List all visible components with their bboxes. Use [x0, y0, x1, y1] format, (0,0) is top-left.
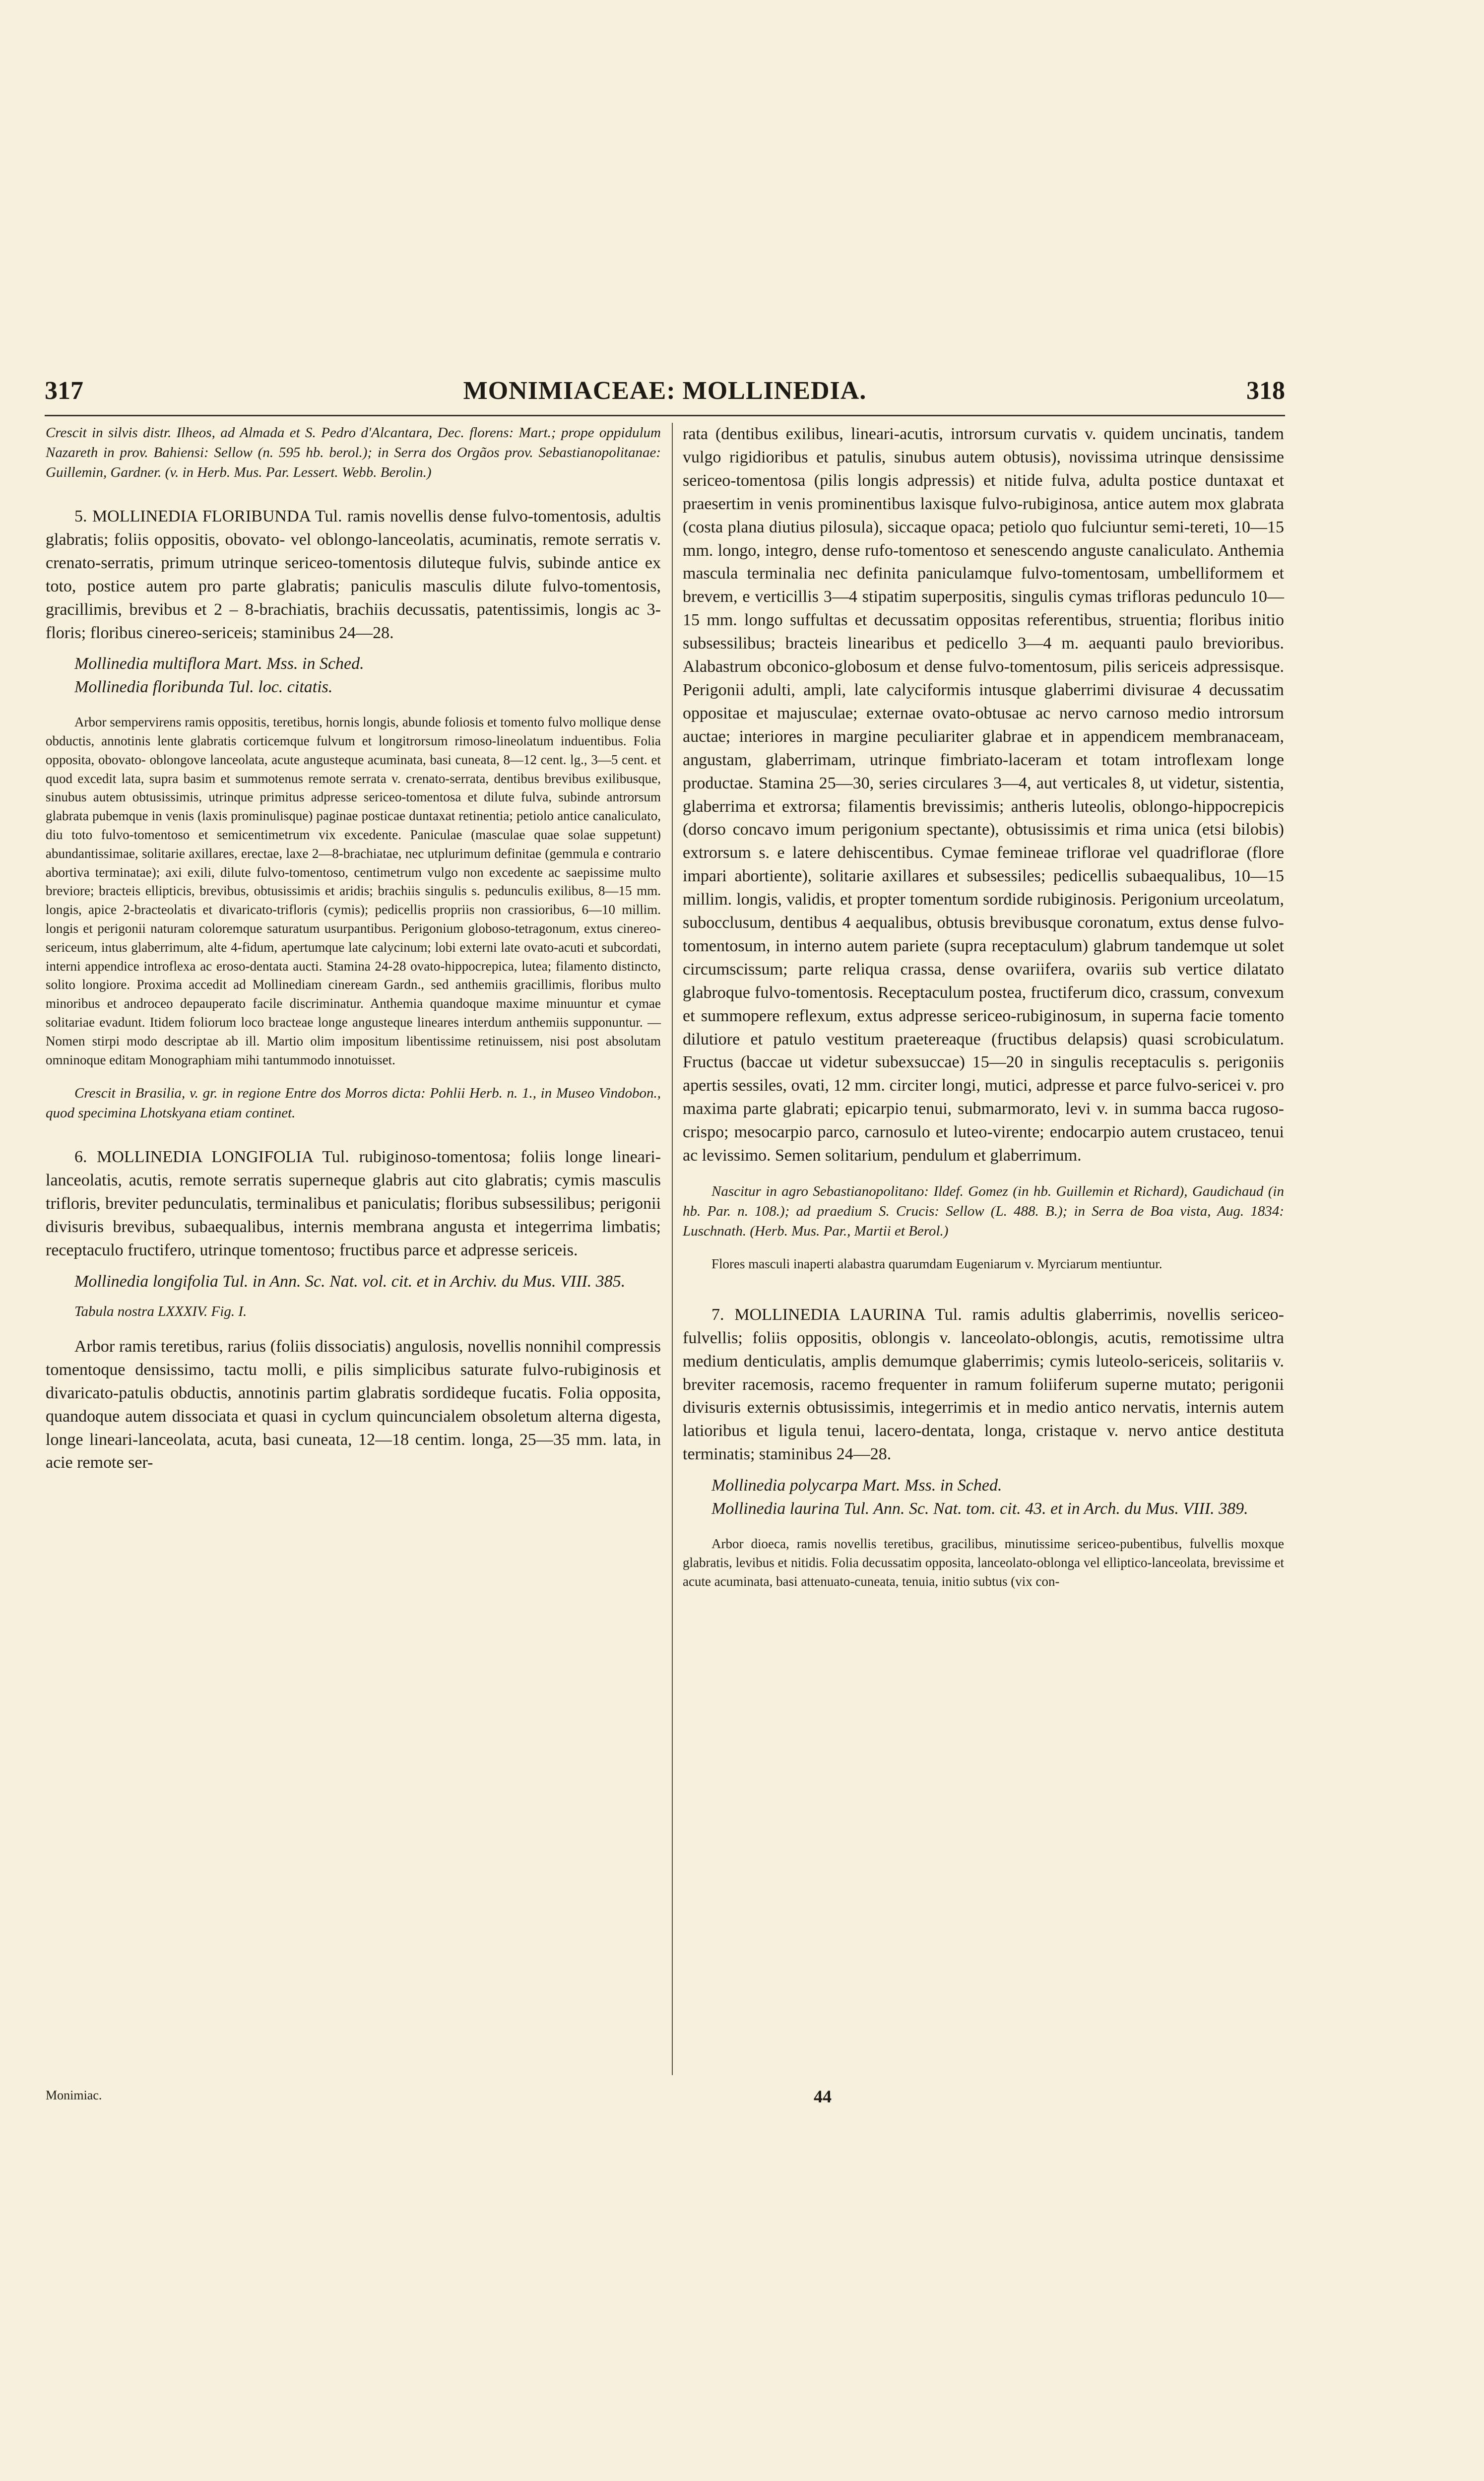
species-6-description: Arbor ramis teretibus, rarius (foliis dissociatis) angulosis, novellis nonnihil compressis tomentoque densissimo, tactu molli, e pilis simplicibus saturate fulvo-rubiginosis et divaricato-patulis obductis, annotinis partim glabratis sordideque fucatis. Folia opposita, quandoque autem dissociata et quasi in cyclum quincuncialem obsoletum alterna digesta, longe lineari-lanceolata, acuta, basi cuneata, 12—18 centim. longa, 25—35 mm. lata, in acie remote ser- [46, 1337, 661, 1472]
running-title: MONIMIACEAE: MOLLINEDIA. [463, 377, 867, 405]
running-header [45, 376, 1285, 411]
species-5-description: Arbor sempervirens ramis oppositis, teretibus, hornis longis, abunde foliosis et tomento fulvo mollique dense obductis, annotinis lente glabratis corticemque fulvum et longitrorsum rimoso-lineolatum induentibus. Folia opposita, obovato- oblongove lanceolata, acute angusteque acuminata, basi cuneata, 8—12 cent. lg., 3—5 cent. et quod excedit lata, supra basim et summotenus remote serrata v. crenato-serrata, dentibus brevibus exilibusque, sinubus autem obtusissimis, utrinque primitus adpresse sericeo-tomentosa et dilute fulva, subinde antrorsum glabrata pubemque in venis (laxis prominulisque) paginae posticae duntaxat retinentia; petiolo antice canaliculato, diu toto fulvo-tomentoso et semicentimetrum vix excedente. Paniculae (masculae quae solae suppetunt) abundantissimae, solitarie axillares, erectae, laxe 2—8-brachiatae, nec utplurimum definitae (gemmula e contrario abortiva terminatae); axi exili, dilute fulvo-tomentoso, centimetrum vulgo non excedente ac saepissime multo breviore; bracteis ellipticis, brevibus, obtusissimis et aridis; brachiis singulis s. pedunculis exilibus, 8—15 mm. longis, apice 2-bracteolatis et divaricato-trifloris (cymis); pedicellis propriis non crassioribus, 6—10 millim. longis et perigonii naturam coloremque saturatum usurpantibus. Perigonium globoso-tetragonum, extus cinereo-sericeum, intus glaberrimum, alte 4-fidum, apertumque late calycinum; lobi externi late ovato-acuti et subcordati, interni appendice introflexa ac eroso-dentata aucti. Stamina 24-28 ovato-hippocrepica, lutea; filamento distincto, solito longiore. Proxima accedit ad Mollinediam cineream Gardn., sed anthemiis gracillimis, floribus multo minoribus et androceo depauperato facile discriminatur. Anthemia quandoque maxime minuuntur et cymae solitariae evadunt. Itidem foliorum loco bracteae longe angusteque lineares interdum anthemiis supponuntur. — Nomen stirpi modo descriptae ab ill. Martio olim impositum libentissime retinuissem, nisi post absolutam omninoque editam Monographiam mihi tantummodo innotuisset. [46, 715, 661, 1067]
species-7-heading: 7. MOLLINEDIA LAURINA Tul. [711, 1305, 962, 1324]
species-6-diagnosis-text: rubiginoso-tomentosa; foliis longe lineari-lanceolatis, acutis, remote serratis superneque glabris aut cito glabratis; cymis masculis trifloris, breviter pedunculatis, terminalibus et paniculatis; floribus subsessilibus; perigonii divisuris brevibus, subaequalibus, internis membrana angusta et integerrima limbatis; receptaculo fructifero, utrinque tomentoso; fructibus parce et adpresse sericeis. [46, 1148, 661, 1260]
species-5-synonym-2: Mollinedia floribunda Tul. loc. citatis. [74, 678, 333, 697]
species-6-locality: Nascitur in agro Sebastianopolitano: Ildef. Gomez (in hb. Guillemin et Richard), Gaudichaud (in hb. Par. n. 108.); ad praedium S. Crucis: Sellow (L. 488. B.); in Serra de Boa vista, Aug. 1834: Luschnath. (Herb. Mus. Par., Martii et Berol.) [683, 1183, 1284, 1240]
species-6-diagnosis [46, 1146, 661, 1262]
page-number-right: 318 [1246, 377, 1285, 405]
species-5-synonym-1: Mollinedia multiflora Mart. Mss. in Sched. [74, 654, 364, 673]
species-7-diagnosis [683, 1304, 1284, 1466]
species-5-locality: Crescit in Brasilia, v. gr. in regione Entre dos Morros dicta: Pohlii Herb. n. 1., in Museo Vindobon., quod specimina Lhotskyana etiam continet. [46, 1085, 661, 1121]
species-6-synonym-1: Mollinedia longifolia Tul. in Ann. Sc. Nat. vol. cit. et in Archiv. du Mus. VIII. 385. [74, 1272, 626, 1291]
species-5-diagnosis [46, 505, 661, 645]
right-column [683, 423, 1284, 1591]
header-rule [45, 415, 1285, 416]
species-7-synonym-1: Mollinedia polycarpa Mart. Mss. in Sched. [711, 1476, 1002, 1495]
signature-number: 44 [814, 2087, 832, 2106]
species-6-note: Flores masculi inaperti alabastra quarumdam Eugeniarum v. Myrciarum mentiuntur. [711, 1256, 1162, 1272]
footer-signature-label: Monimiac. [46, 2088, 102, 2102]
plate-reference: Tabula nostra LXXXIV. Fig. I. [74, 1303, 247, 1319]
page-number-left: 317 [45, 377, 83, 405]
left-column [46, 423, 661, 1475]
species-5-heading: 5. MOLLINEDIA FLORIBUNDA Tul. [74, 507, 342, 526]
species-5-diagnosis-text: ramis novellis dense fulvo-tomentosis, adultis glabratis; foliis oppositis, obovato- vel oblongo-lanceolatis, acuminatis, remote serratis v. crenato-serratis, primum utrinque sericeo-tomentosis diluteque fulvis, subinde antice ex toto, postice autem pro parte glabratis; paniculis masculis dilute fulvo-tomentosis, gracillimis, brevibus et 2 – 8-brachiatis, brachiis decussatis, patentissimis, longis ac 3-floris; floribus cinereo-sericeis; staminibus 24—28. [46, 507, 661, 642]
column-divider [672, 423, 673, 2075]
species-6-description-continued: rata (dentibus exilibus, lineari-acutis, introrsum curvatis v. quidem uncinatis, tandem vulgo rigidioribus et patulis, sinubus autem obtusis), novissima utrinque densissime sericeo-tomentosa (pilis longis adpressis) et nitide fulva, adulta postice duntaxat et praesertim in venis prominentibus laxisque fulvo-rubiginosa, antice autem mox glabrata (costa plana diutius pilosula), siccaque opaca; petiolo quo fulciuntur semi-tereti, 10—15 mm. longo, integro, dense rufo-tomentoso et senescendo anguste canaliculato. Anthemia mascula terminalia nec definita paniculamque fulvo-tomentosam, umbelliformem et brevem, e verticillis 3—4 stipatim superpositis, singulis cymas trifloras pedunculo 10—15 mm. longo suffultas et decussatim oppositas referentibus, struentia; floribus initio subsessilibus; bracteis linearibus et pedicello 3—4 m. aequanti paulo brevioribus. Alabastrum obconico-globosum et dense fulvo-tomentosum, pilis sericeis adpressisque. Perigonii adulti, ampli, late calyciformis intusque glaberrimi divisurae 4 decussatim oppositae et majusculae; externae ovato-obtusae ac nervo carnoso medio introrsum auctae; interiores in margine peculiariter glabrae et in appendicem membranaceam, angustam, glaberrimam, utrinque fimbriato-laceram et totam introflexam longe productae. Stamina 25—30, series circulares 3—4, aut verticales 8, ut videtur, sistentia, glaberrima et extrorsa; filamentis brevissimis; antheris luteolis, oblongo-hippocrepicis (dorso concavo imum perigonium spectante), obtusissimis et rima unica (etsi bilobis) extrorsum s. e latere dehiscentibus. Cymae femineae triflorae vel quadriflorae (flore impari abortiente), solitarie axillares et subsessiles; pedicellis subaequalibus, 10—15 millim. longis, validis, et propter tomentum sordide rubiginosis. Perigonium urceolatum, subocclusum, dentibus 4 aequalibus, obtusis brevibusque coronatum, extus dense fulvo-tomentosum, in interno autem pariete (supra receptaculum) glabrum tandemque ut solet circumscissum; parte reliqua crassa, dense ovariifera, ovariis sub vertice dilatato glabroque fulvo-tomentosis. Receptaculum postea, fructiferum dico, crassum, convexum et summopere reflexum, extus adpresse sericeo-rubiginosum, in superna facie tomento dilutiore et patulo vestitum praetereaque (fructibus delapsis) quasi scrobiculatum. Fructus (baccae ut videtur subexsuccae) 15—20 in singulis receptaculis s. perigoniis apertis sessiles, ovati, 12 mm. circiter longi, mutici, adpresse et parce fulvo-sericei v. pro maxima parte glabrati; epicarpio tenui, submarmorato, levi v. in summa bacca rugoso-crispo; mesocarpio parco, carnosulo et luteo-virente; endocarpio autem crustaceo, tenui ac levissimo. Semen solitarium, pendulum et glaberrimum. [683, 425, 1284, 1165]
species-7-diagnosis-text: ramis adultis glaberrimis, novellis sericeo-fulvellis; foliis oppositis, oblongis v. lanceolato-oblongis, acutis, remotissime ultra medium denticulatis, amplis demumque glaberrimis; cymis luteolo-sericeis, solitariis v. breviter racemosis, racemo frequenter in ramum foliiferum superne mutato; perigonii divisuris externis obtusissimis, integerrimis et in medio antico nervatis, internis autem latioribus et ligula tenui, lacero-dentata, longa, cristaque v. nervo antice destituta terminatis; staminibus 24—28. [683, 1305, 1284, 1464]
species-7-description: Arbor dioeca, ramis novellis teretibus, gracilibus, minutissime sericeo-pubentibus, fulvellis moxque glabratis, levibus et nitidis. Folia decussatim opposita, lanceolato-oblonga vel elliptico-lanceolata, brevissime et acute acuminata, basi attenuato-cuneata, tenuia, initio subtus (vix con- [683, 1536, 1284, 1589]
species-6-heading: 6. MOLLINEDIA LONGIFOLIA Tul. [74, 1148, 349, 1167]
species-7-synonym-2: Mollinedia laurina Tul. Ann. Sc. Nat. tom. cit. 43. et in Arch. du Mus. VIII. 389. [711, 1500, 1248, 1518]
intro-locality: Crescit in silvis distr. Ilheos, ad Almada et S. Pedro d'Alcantara, Dec. florens: Mart.; prope oppidulum Nazareth in prov. Bahiensi: Sellow (n. 595 hb. berol.); in Serra dos Orgãos prov. Sebastianopolitanae: Guillemin, Gardner. (v. in Herb. Mus. Par. Lessert. Webb. Berolin.) [46, 425, 661, 481]
